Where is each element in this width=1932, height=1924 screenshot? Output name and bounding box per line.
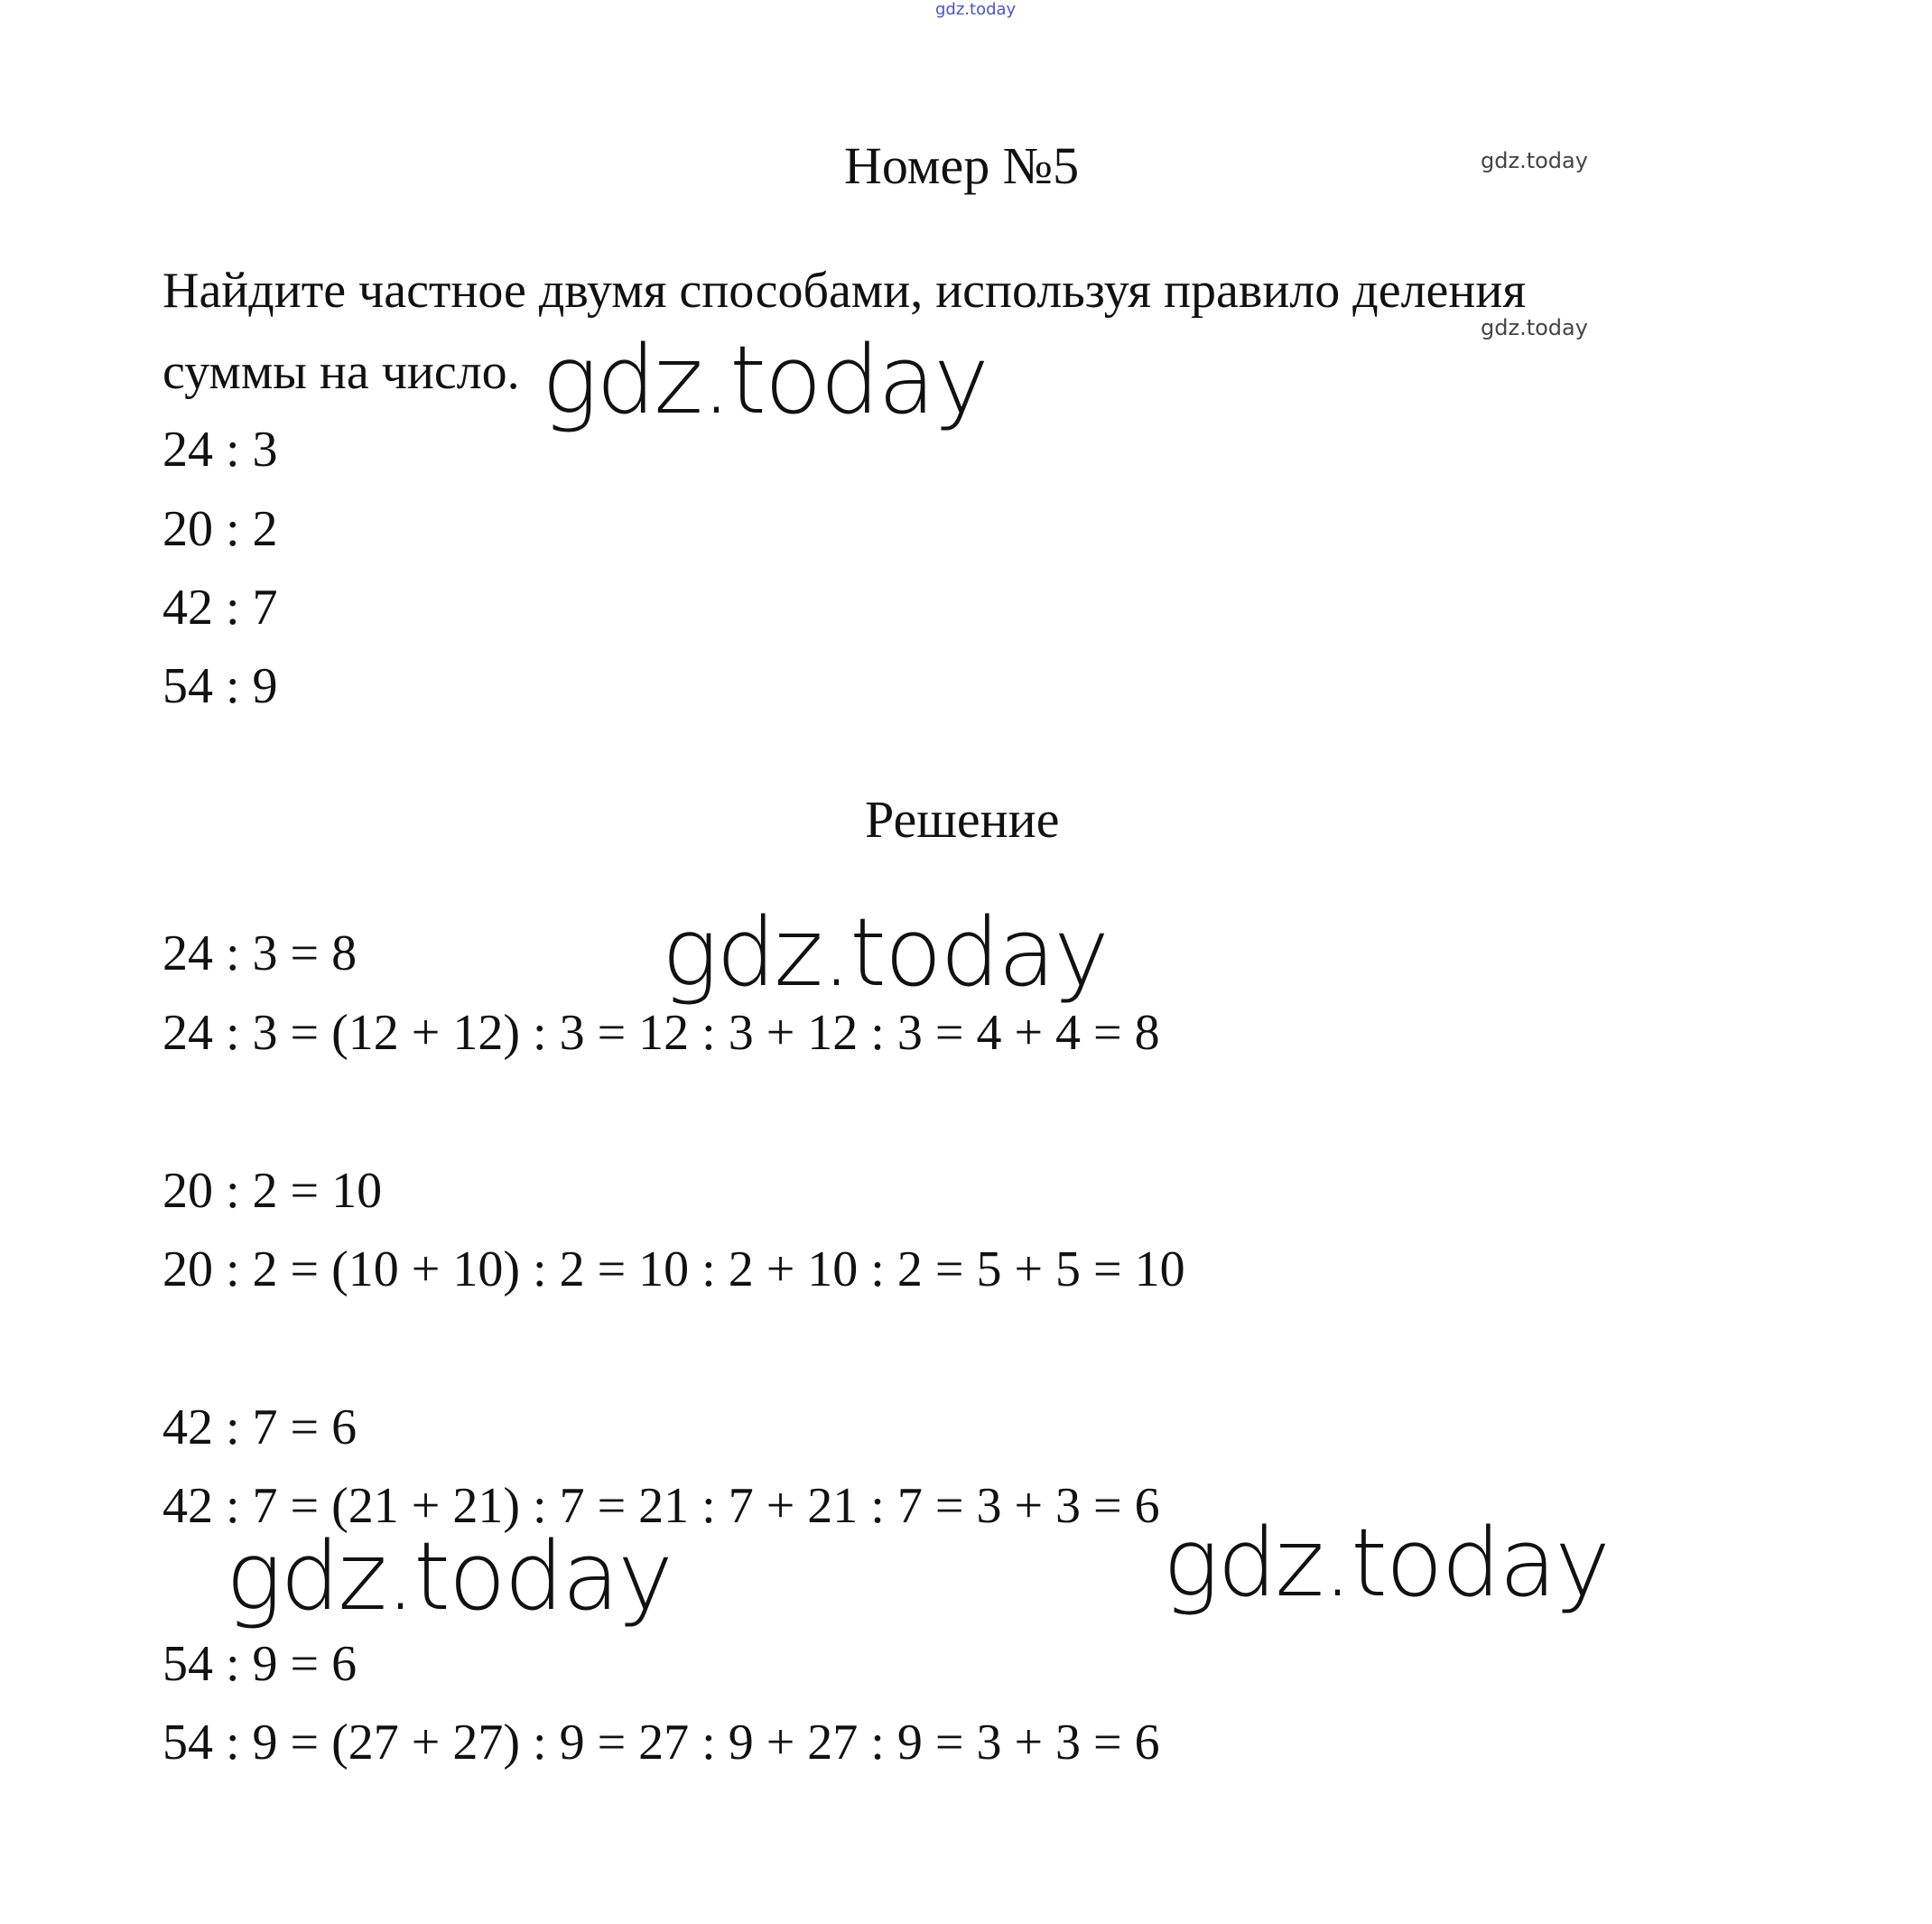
problem-item: 20 : 2: [163, 501, 278, 557]
problem-item: 24 : 3: [163, 422, 278, 478]
solution-method: 24 : 3 = (12 + 12) : 3 = 12 : 3 + 12 : 3 = 4 + 4 = 8: [163, 1005, 1160, 1061]
problem-item: 54 : 9: [163, 658, 278, 714]
task-text-line2: суммы на число.: [163, 344, 520, 400]
solution-answer: 20 : 2 = 10: [163, 1163, 383, 1219]
solution-method: 54 : 9 = (27 + 27) : 9 = 27 : 9 + 27 : 9 = 3 + 3 = 6: [163, 1715, 1160, 1771]
watermark-large-3: gdz.today: [226, 1521, 672, 1631]
solution-heading: Решение: [865, 790, 1060, 849]
solution-method: 42 : 7 = (21 + 21) : 7 = 21 : 7 + 21 : 7 = 3 + 3 = 6: [163, 1478, 1160, 1534]
solution-answer: 42 : 7 = 6: [163, 1399, 358, 1455]
top-watermark: gdz.today: [935, 0, 1017, 19]
watermark-large-2: gdz.today: [662, 897, 1108, 1008]
watermark-large-1: gdz.today: [542, 325, 988, 435]
watermark-large-4: gdz.today: [1163, 1508, 1609, 1618]
solution-answer: 54 : 9 = 6: [163, 1636, 358, 1692]
solution-answer: 24 : 3 = 8: [163, 925, 358, 981]
solution-method: 20 : 2 = (10 + 10) : 2 = 10 : 2 + 10 : 2 = 5 + 5 = 10: [163, 1241, 1185, 1297]
watermark-small-2: gdz.today: [1481, 315, 1588, 340]
page-title: Номер №5: [844, 136, 1080, 195]
problem-item: 42 : 7: [163, 580, 278, 636]
task-text-line1: Найдите частное двумя способами, используя правило деления: [163, 263, 1527, 319]
watermark-small-1: gdz.today: [1481, 148, 1588, 173]
